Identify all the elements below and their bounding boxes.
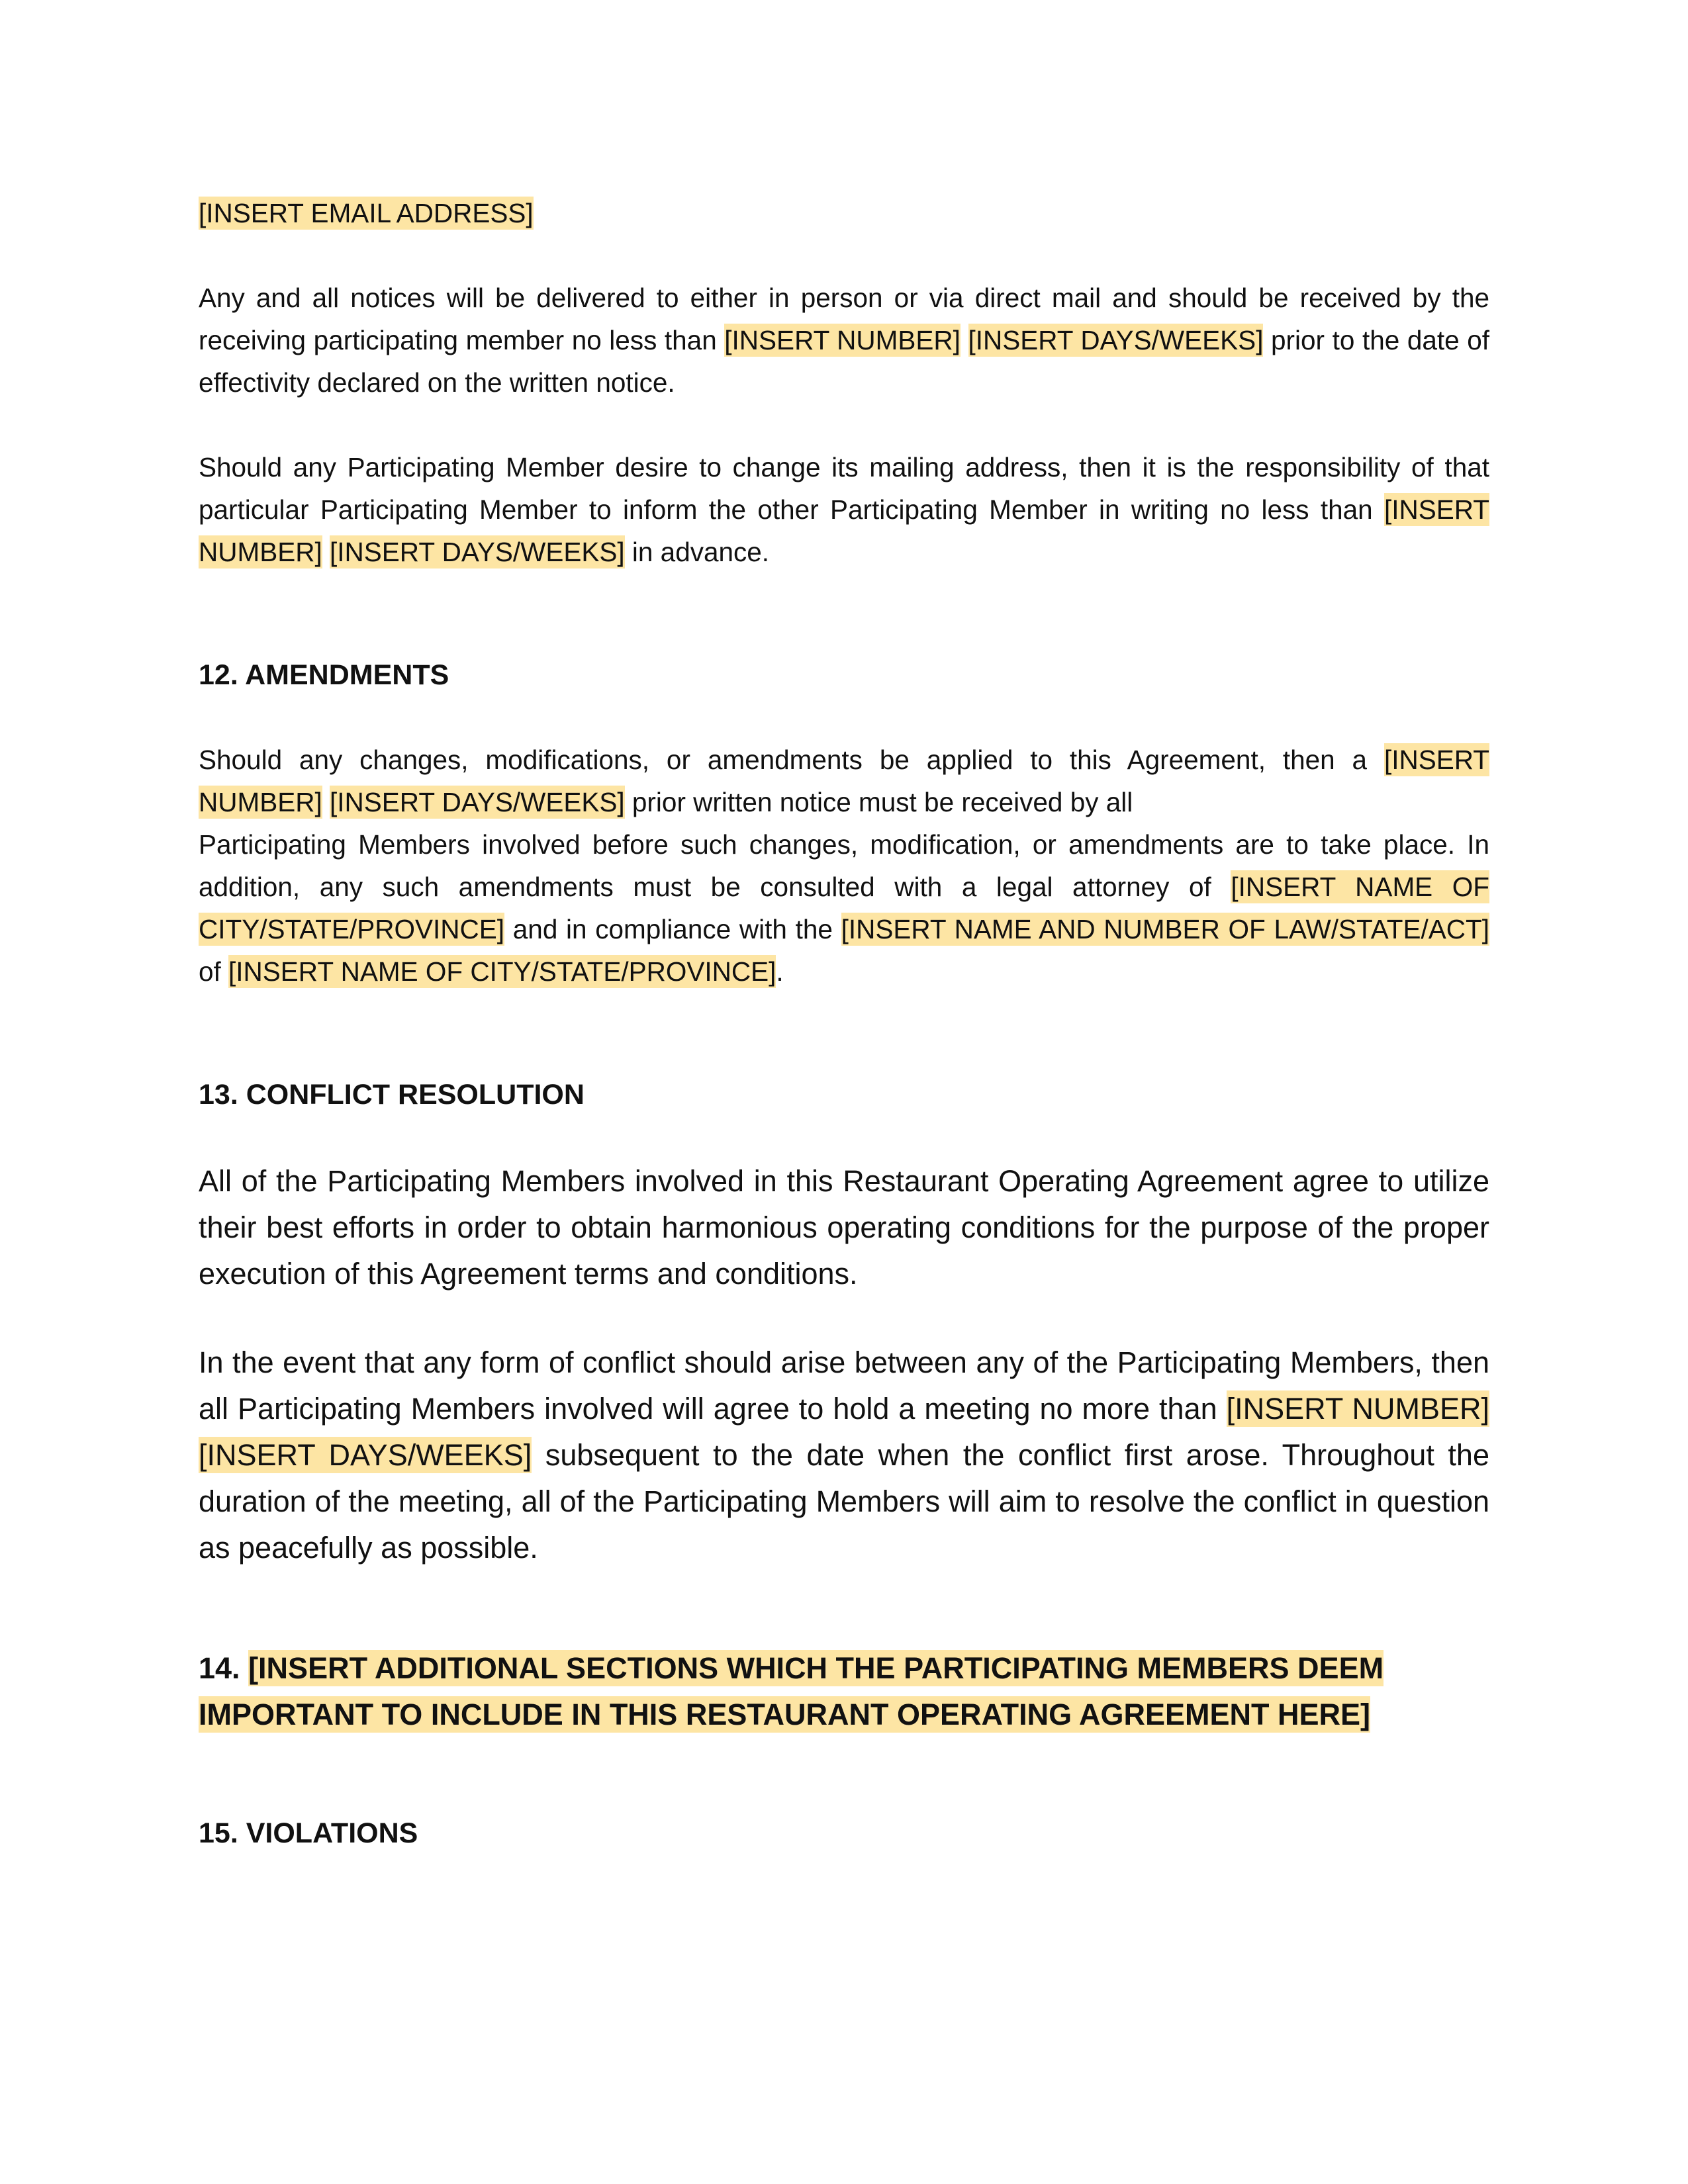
law-act-placeholder: [INSERT NAME AND NUMBER OF LAW/STATE/ACT] bbox=[841, 914, 1489, 944]
text-run: of bbox=[199, 956, 229, 987]
amendments-paragraph-1 bbox=[199, 739, 1489, 823]
text-run: in advance. bbox=[624, 537, 770, 567]
number-placeholder: [INSERT NUMBER] bbox=[724, 325, 961, 355]
email-placeholder: [INSERT EMAIL ADDRESS] bbox=[199, 198, 534, 228]
days-weeks-placeholder: [INSERT DAYS/WEEKS] bbox=[330, 537, 625, 567]
section-number: 14. bbox=[199, 1651, 249, 1685]
violations-heading: 15. VIOLATIONS bbox=[199, 1817, 418, 1849]
conflict-paragraph-2 bbox=[199, 1340, 1489, 1571]
text-run: and in compliance with the bbox=[504, 914, 841, 944]
days-weeks-placeholder: [INSERT DAYS/WEEKS] bbox=[199, 1438, 532, 1472]
city-state-placeholder: [INSERT NAME OF CITY/STATE/PROVINCE] bbox=[228, 956, 776, 987]
text-run: prior to the date of effectivity declared on the written notice. bbox=[199, 325, 1489, 398]
number-placeholder: [INSERT NUMBER] bbox=[199, 745, 1489, 817]
amendments-paragraph-2 bbox=[199, 823, 1489, 993]
email-line bbox=[199, 192, 1489, 234]
number-placeholder: [INSERT NUMBER] bbox=[199, 494, 1489, 567]
notices-paragraph-2 bbox=[199, 446, 1489, 573]
text-run: Participating Members involved before such changes, modification, or amendments are to take place. In addition, any such amendments must be consulted with a legal attorney of bbox=[199, 829, 1489, 902]
notices-paragraph-1 bbox=[199, 277, 1489, 404]
section-14-heading bbox=[199, 1645, 1489, 1738]
amendments-heading: 12. AMENDMENTS bbox=[199, 659, 449, 691]
text-run: In the event that any form of conflict should arise between any of the Participating Members, then all Participating Members involved will agree to hold a meeting no more than bbox=[199, 1345, 1489, 1426]
text-run: Should any changes, modifications, or amendments be applied to this Agreement, then a bbox=[199, 745, 1384, 775]
document-page bbox=[199, 192, 1489, 1854]
text-run: . bbox=[776, 956, 784, 987]
additional-sections-placeholder: [INSERT ADDITIONAL SECTIONS WHICH THE PARTICIPATING MEMBERS DEEM IMPORTANT TO INCLUDE IN THIS RESTAURANT OPERATING AGREEMENT HERE] bbox=[199, 1651, 1384, 1731]
text-run: prior written notice must be received by all bbox=[624, 787, 1133, 817]
days-weeks-placeholder: [INSERT DAYS/WEEKS] bbox=[968, 325, 1264, 355]
text-run: Any and all notices will be delivered to either in person or via direct mail and should be received by the receiving participating member no less than bbox=[199, 283, 1489, 355]
conflict-resolution-heading: 13. CONFLICT RESOLUTION bbox=[199, 1079, 585, 1111]
text-run: subsequent to the date when the conflict first arose. Throughout the duration of the meeting, all of the Participating Members will aim to resolve the conflict in question as peacefully as possible. bbox=[199, 1438, 1489, 1565]
text-run: Should any Participating Member desire to change its mailing address, then it is the responsibility of that particular Participating Member to inform the other Participating Member in writing no less than bbox=[199, 452, 1489, 525]
city-state-placeholder: [INSERT NAME OF CITY/STATE/PROVINCE] bbox=[199, 872, 1490, 944]
number-placeholder: [INSERT NUMBER] bbox=[1226, 1392, 1489, 1426]
conflict-paragraph-1: All of the Participating Members involved in this Restaurant Operating Agreement agree to utilize their best efforts in order to obtain harmonious operating conditions for the purpose of the proper execution of this Agreement terms and conditions. bbox=[199, 1164, 1489, 1291]
days-weeks-placeholder: [INSERT DAYS/WEEKS] bbox=[330, 787, 625, 817]
